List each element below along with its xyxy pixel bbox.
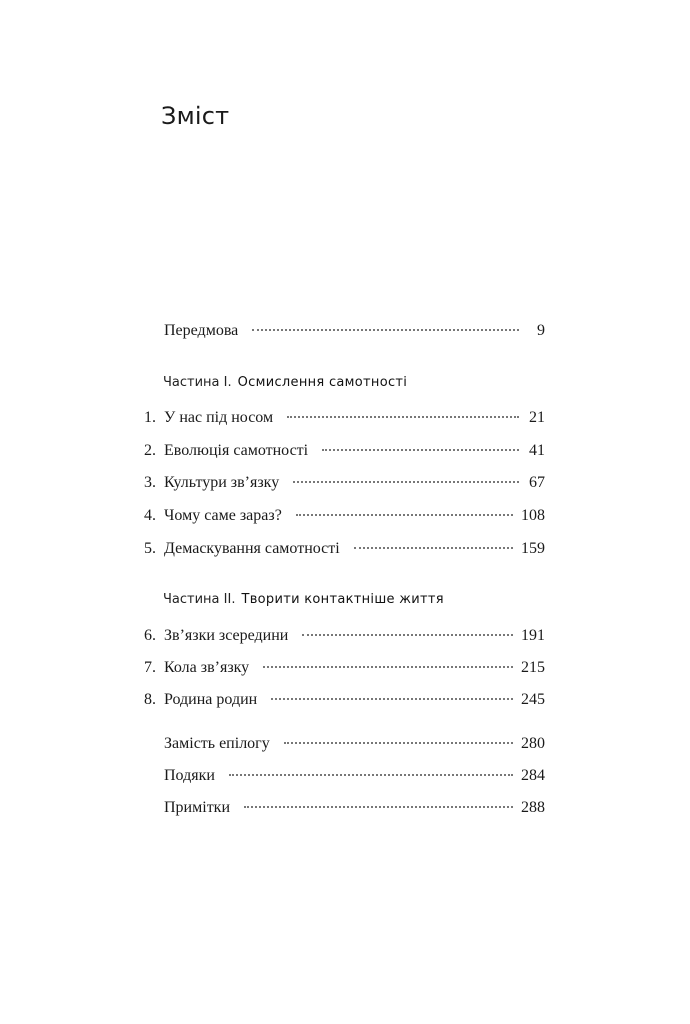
entry-number: 6. <box>144 627 156 644</box>
part-name: Осмислення самотності <box>237 375 408 390</box>
entry-title: Демаскування самотності <box>164 540 340 557</box>
part-heading <box>163 590 444 610</box>
entry-title: Замість епілогу <box>164 735 270 752</box>
dot-leader <box>322 448 519 451</box>
entry-number: 2. <box>144 442 156 459</box>
entry-title: Зв’язки зсередини <box>164 627 289 644</box>
entry-title: Передмова <box>164 322 239 339</box>
toc-entry <box>144 440 545 462</box>
toc-entry <box>144 407 545 429</box>
toc-entry <box>144 657 545 679</box>
toc-entry <box>144 733 545 755</box>
dot-leader <box>229 773 513 776</box>
dot-leader <box>302 633 513 636</box>
entry-title: Примітки <box>164 799 231 816</box>
entry-page-number: 284 <box>521 767 545 784</box>
entry-page-number: 41 <box>529 442 545 459</box>
part-label: Частина II. <box>163 592 236 607</box>
dot-leader <box>252 328 519 331</box>
dot-leader <box>284 741 513 744</box>
part-name: Творити контактніше життя <box>241 592 444 607</box>
dot-leader <box>354 546 513 549</box>
entry-title: Культури зв’язку <box>164 474 280 491</box>
entry-number: 5. <box>144 540 156 557</box>
entry-page-number: 215 <box>521 659 545 676</box>
toc-entry <box>144 505 545 527</box>
part-heading <box>163 373 407 393</box>
toc-entry <box>144 765 545 787</box>
dot-leader <box>263 665 513 668</box>
entry-title: У нас під носом <box>164 409 274 426</box>
entry-page-number: 21 <box>529 409 545 426</box>
entry-page-number: 280 <box>521 735 545 752</box>
toc-entry <box>144 320 545 342</box>
toc-entry <box>144 472 545 494</box>
entry-page-number: 191 <box>521 627 545 644</box>
dot-leader <box>287 415 519 418</box>
entry-title: Родина родин <box>164 691 258 708</box>
entry-title: Кола зв’язку <box>164 659 250 676</box>
part-label: Частина I. <box>163 375 232 390</box>
entry-title: Подяки <box>164 767 215 784</box>
entry-page-number: 9 <box>537 322 545 339</box>
dot-leader <box>293 480 519 483</box>
entry-number: 1. <box>144 409 156 426</box>
entry-page-number: 159 <box>521 540 545 557</box>
toc-entry <box>144 797 545 819</box>
dot-leader <box>271 697 513 700</box>
entry-page-number: 288 <box>521 799 545 816</box>
dot-leader <box>296 513 513 516</box>
entry-number: 3. <box>144 474 156 491</box>
toc-entry <box>144 538 545 560</box>
entry-page-number: 67 <box>529 474 545 491</box>
entry-title: Чому саме зараз? <box>164 507 282 524</box>
entry-number: 8. <box>144 691 156 708</box>
entry-page-number: 108 <box>521 507 545 524</box>
entry-title: Еволюція самотності <box>164 442 309 459</box>
entry-number: 4. <box>144 507 156 524</box>
entry-number: 7. <box>144 659 156 676</box>
page-title: Зміст <box>161 102 230 130</box>
toc-entry <box>144 625 545 647</box>
dot-leader <box>244 805 513 808</box>
toc-entry <box>144 689 545 711</box>
entry-page-number: 245 <box>521 691 545 708</box>
